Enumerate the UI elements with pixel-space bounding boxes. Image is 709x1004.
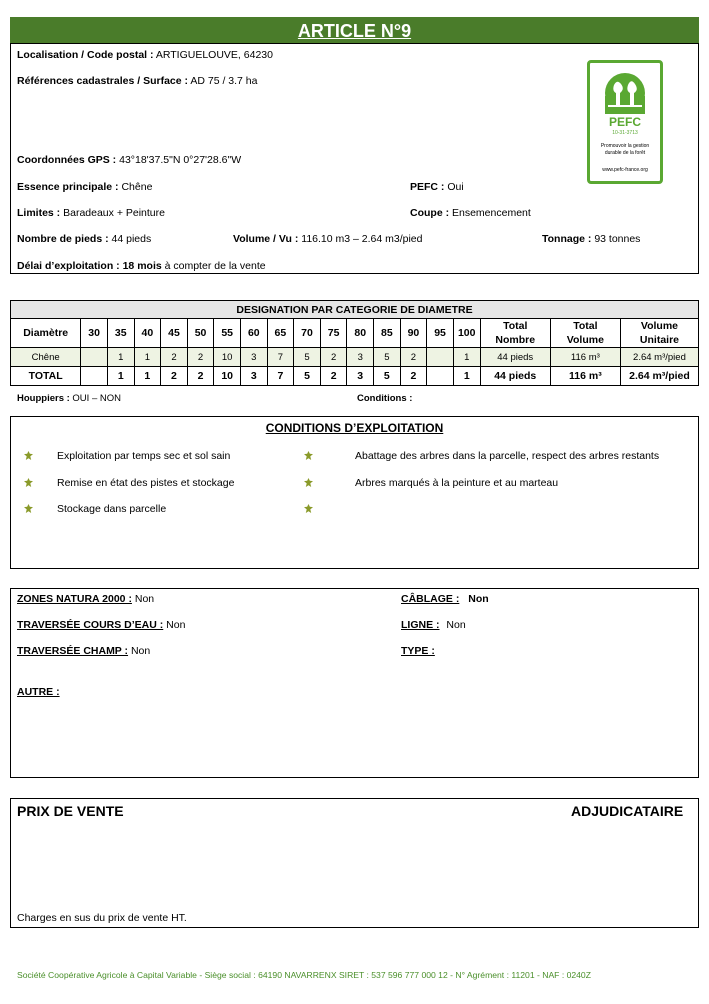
cell-volume-unitaire: 2.64 m³/pied bbox=[620, 348, 698, 367]
cell-diameter-55: 10 bbox=[214, 348, 241, 367]
pefc-logo bbox=[587, 60, 663, 184]
total-nombre-header-line-2: Nombre bbox=[495, 334, 536, 346]
cell-volume-unitaire: 2.64 m³/pied bbox=[620, 367, 698, 386]
tonnage-value: 93 tonnes bbox=[594, 233, 641, 245]
pieds-value: 44 pieds bbox=[111, 233, 152, 245]
diameter-col-45: 45 bbox=[161, 319, 188, 348]
total-nombre-header bbox=[480, 319, 550, 348]
conditions-line bbox=[357, 393, 412, 404]
cell-diameter-95 bbox=[427, 367, 454, 386]
leaf-bullet-icon bbox=[304, 451, 313, 460]
essence-line bbox=[17, 181, 152, 193]
diameter-col-95: 95 bbox=[427, 319, 454, 348]
pefc-line bbox=[410, 181, 464, 193]
houppiers-value: OUI – NON bbox=[72, 393, 121, 404]
diameter-table-heading: DESIGNATION PAR CATEGORIE DE DIAMETRE bbox=[11, 301, 699, 319]
pefc-tagline-2: durable de la forêt bbox=[604, 150, 646, 156]
cell-diameter-35: 1 bbox=[107, 348, 134, 367]
cours-eau-value: Non bbox=[166, 619, 186, 631]
essence-label: Essence principale : bbox=[17, 181, 119, 193]
conditions-box bbox=[10, 416, 699, 569]
diameter-header-row bbox=[11, 319, 699, 348]
conditions-label: Conditions : bbox=[357, 393, 413, 404]
pefc-code: 10-31-3713 bbox=[612, 130, 638, 136]
volume-line bbox=[233, 233, 423, 245]
leaf-bullet-icon bbox=[24, 451, 33, 460]
cell-diameter-70: 5 bbox=[294, 348, 321, 367]
leaf-bullet-icon bbox=[24, 504, 33, 513]
cell-diameter-75: 2 bbox=[320, 367, 347, 386]
essence-value: Chêne bbox=[121, 181, 153, 193]
volume-unitaire-header-line-1: Volume bbox=[640, 320, 679, 332]
row-label: Chêne bbox=[11, 348, 81, 367]
cell-diameter-85: 5 bbox=[374, 367, 401, 386]
ligne-value: Non bbox=[446, 619, 466, 631]
cell-diameter-40: 1 bbox=[134, 348, 161, 367]
cell-diameter-85: 5 bbox=[374, 348, 401, 367]
cell-diameter-95 bbox=[427, 348, 454, 367]
condition-item: Arbres marqués à la peinture et au marteau bbox=[355, 476, 559, 489]
natura-line bbox=[17, 593, 154, 605]
footer-legal: Société Coopérative Agricole à Capital Variable - Siège social : 64190 NAVARRENX SIRET : 537 596 777 000 12 - N° Agrément : 11201 - NAF : 0240Z bbox=[17, 970, 591, 980]
cell-diameter-65: 7 bbox=[267, 348, 294, 367]
ligne-line bbox=[401, 619, 466, 631]
pefc-tagline bbox=[590, 143, 660, 157]
autre-label: AUTRE : bbox=[17, 686, 60, 698]
cell-diameter-75: 2 bbox=[320, 348, 347, 367]
cell-diameter-80: 3 bbox=[347, 367, 374, 386]
localisation-line bbox=[17, 49, 273, 61]
diameter-col-85: 85 bbox=[374, 319, 401, 348]
condition-item: Remise en état des pistes et stockage bbox=[57, 476, 235, 489]
natura-label: ZONES NATURA 2000 : bbox=[17, 593, 132, 605]
diameter-col-65: 65 bbox=[267, 319, 294, 348]
cell-diameter-55: 10 bbox=[214, 367, 241, 386]
diameter-col-40: 40 bbox=[134, 319, 161, 348]
diameter-col-80: 80 bbox=[347, 319, 374, 348]
volume-unitaire-header-line-2: Unitaire bbox=[639, 334, 679, 346]
cell-total-volume: 116 m³ bbox=[550, 367, 620, 386]
pefc-wordmark: PEFC bbox=[608, 115, 641, 129]
cell-diameter-100: 1 bbox=[453, 367, 480, 386]
type-line bbox=[401, 645, 435, 657]
pefc-url: www.pefc-france.org bbox=[602, 167, 648, 173]
prix-box bbox=[10, 798, 699, 928]
diameter-col-50: 50 bbox=[187, 319, 214, 348]
limites-line bbox=[17, 207, 165, 219]
cell-diameter-50: 2 bbox=[187, 367, 214, 386]
table-row bbox=[11, 367, 699, 386]
cell-total-nombre: 44 pieds bbox=[480, 367, 550, 386]
localisation-label: Localisation / Code postal : bbox=[17, 49, 154, 61]
volume-unitaire-header bbox=[620, 319, 698, 348]
condition-item: Abattage des arbres dans la parcelle, respect des arbres restants bbox=[355, 450, 660, 462]
champ-label: TRAVERSÉE CHAMP : bbox=[17, 645, 129, 657]
tonnage-label: Tonnage : bbox=[542, 233, 592, 245]
houppiers-label: Houppiers : bbox=[17, 393, 70, 404]
cell-diameter-40: 1 bbox=[134, 367, 161, 386]
natura-value: Non bbox=[134, 593, 155, 605]
diameter-col-label: Diamètre bbox=[11, 319, 81, 348]
pefc-label: PEFC : bbox=[410, 181, 445, 193]
row-label: TOTAL bbox=[11, 367, 81, 386]
diameter-col-75: 75 bbox=[320, 319, 347, 348]
cadastre-line bbox=[17, 75, 258, 87]
diameter-col-35: 35 bbox=[107, 319, 134, 348]
coupe-line bbox=[410, 207, 531, 219]
coupe-value: Ensemencement bbox=[452, 207, 531, 219]
volume-label: Volume / Vu : bbox=[233, 233, 299, 245]
cadastre-label: Références cadastrales / Surface : bbox=[17, 75, 189, 87]
table-row bbox=[11, 348, 699, 367]
cell-diameter-35: 1 bbox=[107, 367, 134, 386]
cell-diameter-65: 7 bbox=[267, 367, 294, 386]
cablage-value: Non bbox=[468, 593, 489, 605]
diameter-col-55: 55 bbox=[214, 319, 241, 348]
leaf-bullet-icon bbox=[304, 504, 313, 513]
cell-diameter-30 bbox=[81, 367, 108, 386]
diameter-col-30: 30 bbox=[81, 319, 108, 348]
condition-item: Exploitation par temps sec et sol sain bbox=[57, 450, 231, 462]
cell-diameter-80: 3 bbox=[347, 348, 374, 367]
zones-box bbox=[10, 588, 699, 778]
limites-label: Limites : bbox=[17, 207, 61, 219]
cours-eau-label: TRAVERSÉE COURS D’EAU : bbox=[17, 619, 164, 631]
pefc-value: Oui bbox=[447, 181, 464, 193]
type-label: TYPE : bbox=[401, 645, 435, 657]
cours-eau-line bbox=[17, 619, 185, 631]
pieds-line bbox=[17, 233, 151, 245]
cell-diameter-45: 2 bbox=[161, 348, 188, 367]
prix-label: PRIX DE VENTE bbox=[17, 803, 124, 819]
gps-line bbox=[17, 154, 241, 166]
charges-note: Charges en sus du prix de vente HT. bbox=[17, 912, 187, 924]
tonnage-line bbox=[542, 233, 640, 245]
coupe-label: Coupe : bbox=[410, 207, 450, 219]
cell-diameter-90: 2 bbox=[400, 348, 427, 367]
leaf-bullet-icon bbox=[304, 478, 313, 487]
delai-label: Délai d’exploitation : 18 mois bbox=[17, 260, 162, 272]
houppiers-line bbox=[17, 393, 121, 404]
diameter-col-90: 90 bbox=[400, 319, 427, 348]
diameter-col-100: 100 bbox=[453, 319, 480, 348]
total-volume-header-line-1: Total bbox=[573, 320, 598, 332]
volume-value: 116.10 m3 – 2.64 m3/pied bbox=[301, 233, 423, 245]
cablage-label: CÂBLAGE : bbox=[401, 593, 460, 605]
cell-total-volume: 116 m³ bbox=[550, 348, 620, 367]
cell-diameter-100: 1 bbox=[453, 348, 480, 367]
cell-diameter-60: 3 bbox=[240, 348, 267, 367]
cell-diameter-90: 2 bbox=[400, 367, 427, 386]
gps-value: 43°18'37.5"N 0°27'28.6"W bbox=[119, 154, 242, 166]
delai-line bbox=[17, 260, 266, 272]
article-title-bar bbox=[10, 17, 699, 43]
cell-diameter-70: 5 bbox=[294, 367, 321, 386]
total-volume-header bbox=[550, 319, 620, 348]
limites-value: Baradeaux + Peinture bbox=[63, 207, 165, 219]
diameter-col-60: 60 bbox=[240, 319, 267, 348]
cell-total-nombre: 44 pieds bbox=[480, 348, 550, 367]
diameter-col-70: 70 bbox=[294, 319, 321, 348]
cell-diameter-45: 2 bbox=[161, 367, 188, 386]
adjudicataire-label: ADJUDICATAIRE bbox=[571, 803, 684, 819]
localisation-value: ARTIGUELOUVE, 64230 bbox=[155, 49, 273, 61]
pefc-tagline-1: Promouvoir la gestion bbox=[600, 143, 650, 149]
cell-diameter-30 bbox=[81, 348, 108, 367]
diameter-table bbox=[10, 300, 699, 386]
condition-item: Stockage dans parcelle bbox=[57, 503, 167, 515]
ligne-label: LIGNE : bbox=[401, 619, 440, 631]
pieds-label: Nombre de pieds : bbox=[17, 233, 109, 245]
total-volume-header-line-2: Volume bbox=[566, 334, 604, 346]
champ-value: Non bbox=[130, 645, 151, 657]
cell-diameter-60: 3 bbox=[240, 367, 267, 386]
cablage-line bbox=[401, 593, 489, 605]
gps-label: Coordonnées GPS : bbox=[17, 154, 117, 166]
leaf-bullet-icon bbox=[24, 478, 33, 487]
total-nombre-header-line-1: Total bbox=[503, 320, 528, 332]
autre-line bbox=[17, 686, 60, 698]
cell-diameter-50: 2 bbox=[187, 348, 214, 367]
conditions-title: CONDITIONS D’EXPLOITATION bbox=[265, 421, 444, 435]
article-title: ARTICLE N°9 bbox=[297, 21, 412, 41]
champ-line bbox=[17, 645, 150, 657]
delai-value: à compter de la vente bbox=[164, 260, 266, 272]
cadastre-value: AD 75 / 3.7 ha bbox=[190, 75, 258, 87]
